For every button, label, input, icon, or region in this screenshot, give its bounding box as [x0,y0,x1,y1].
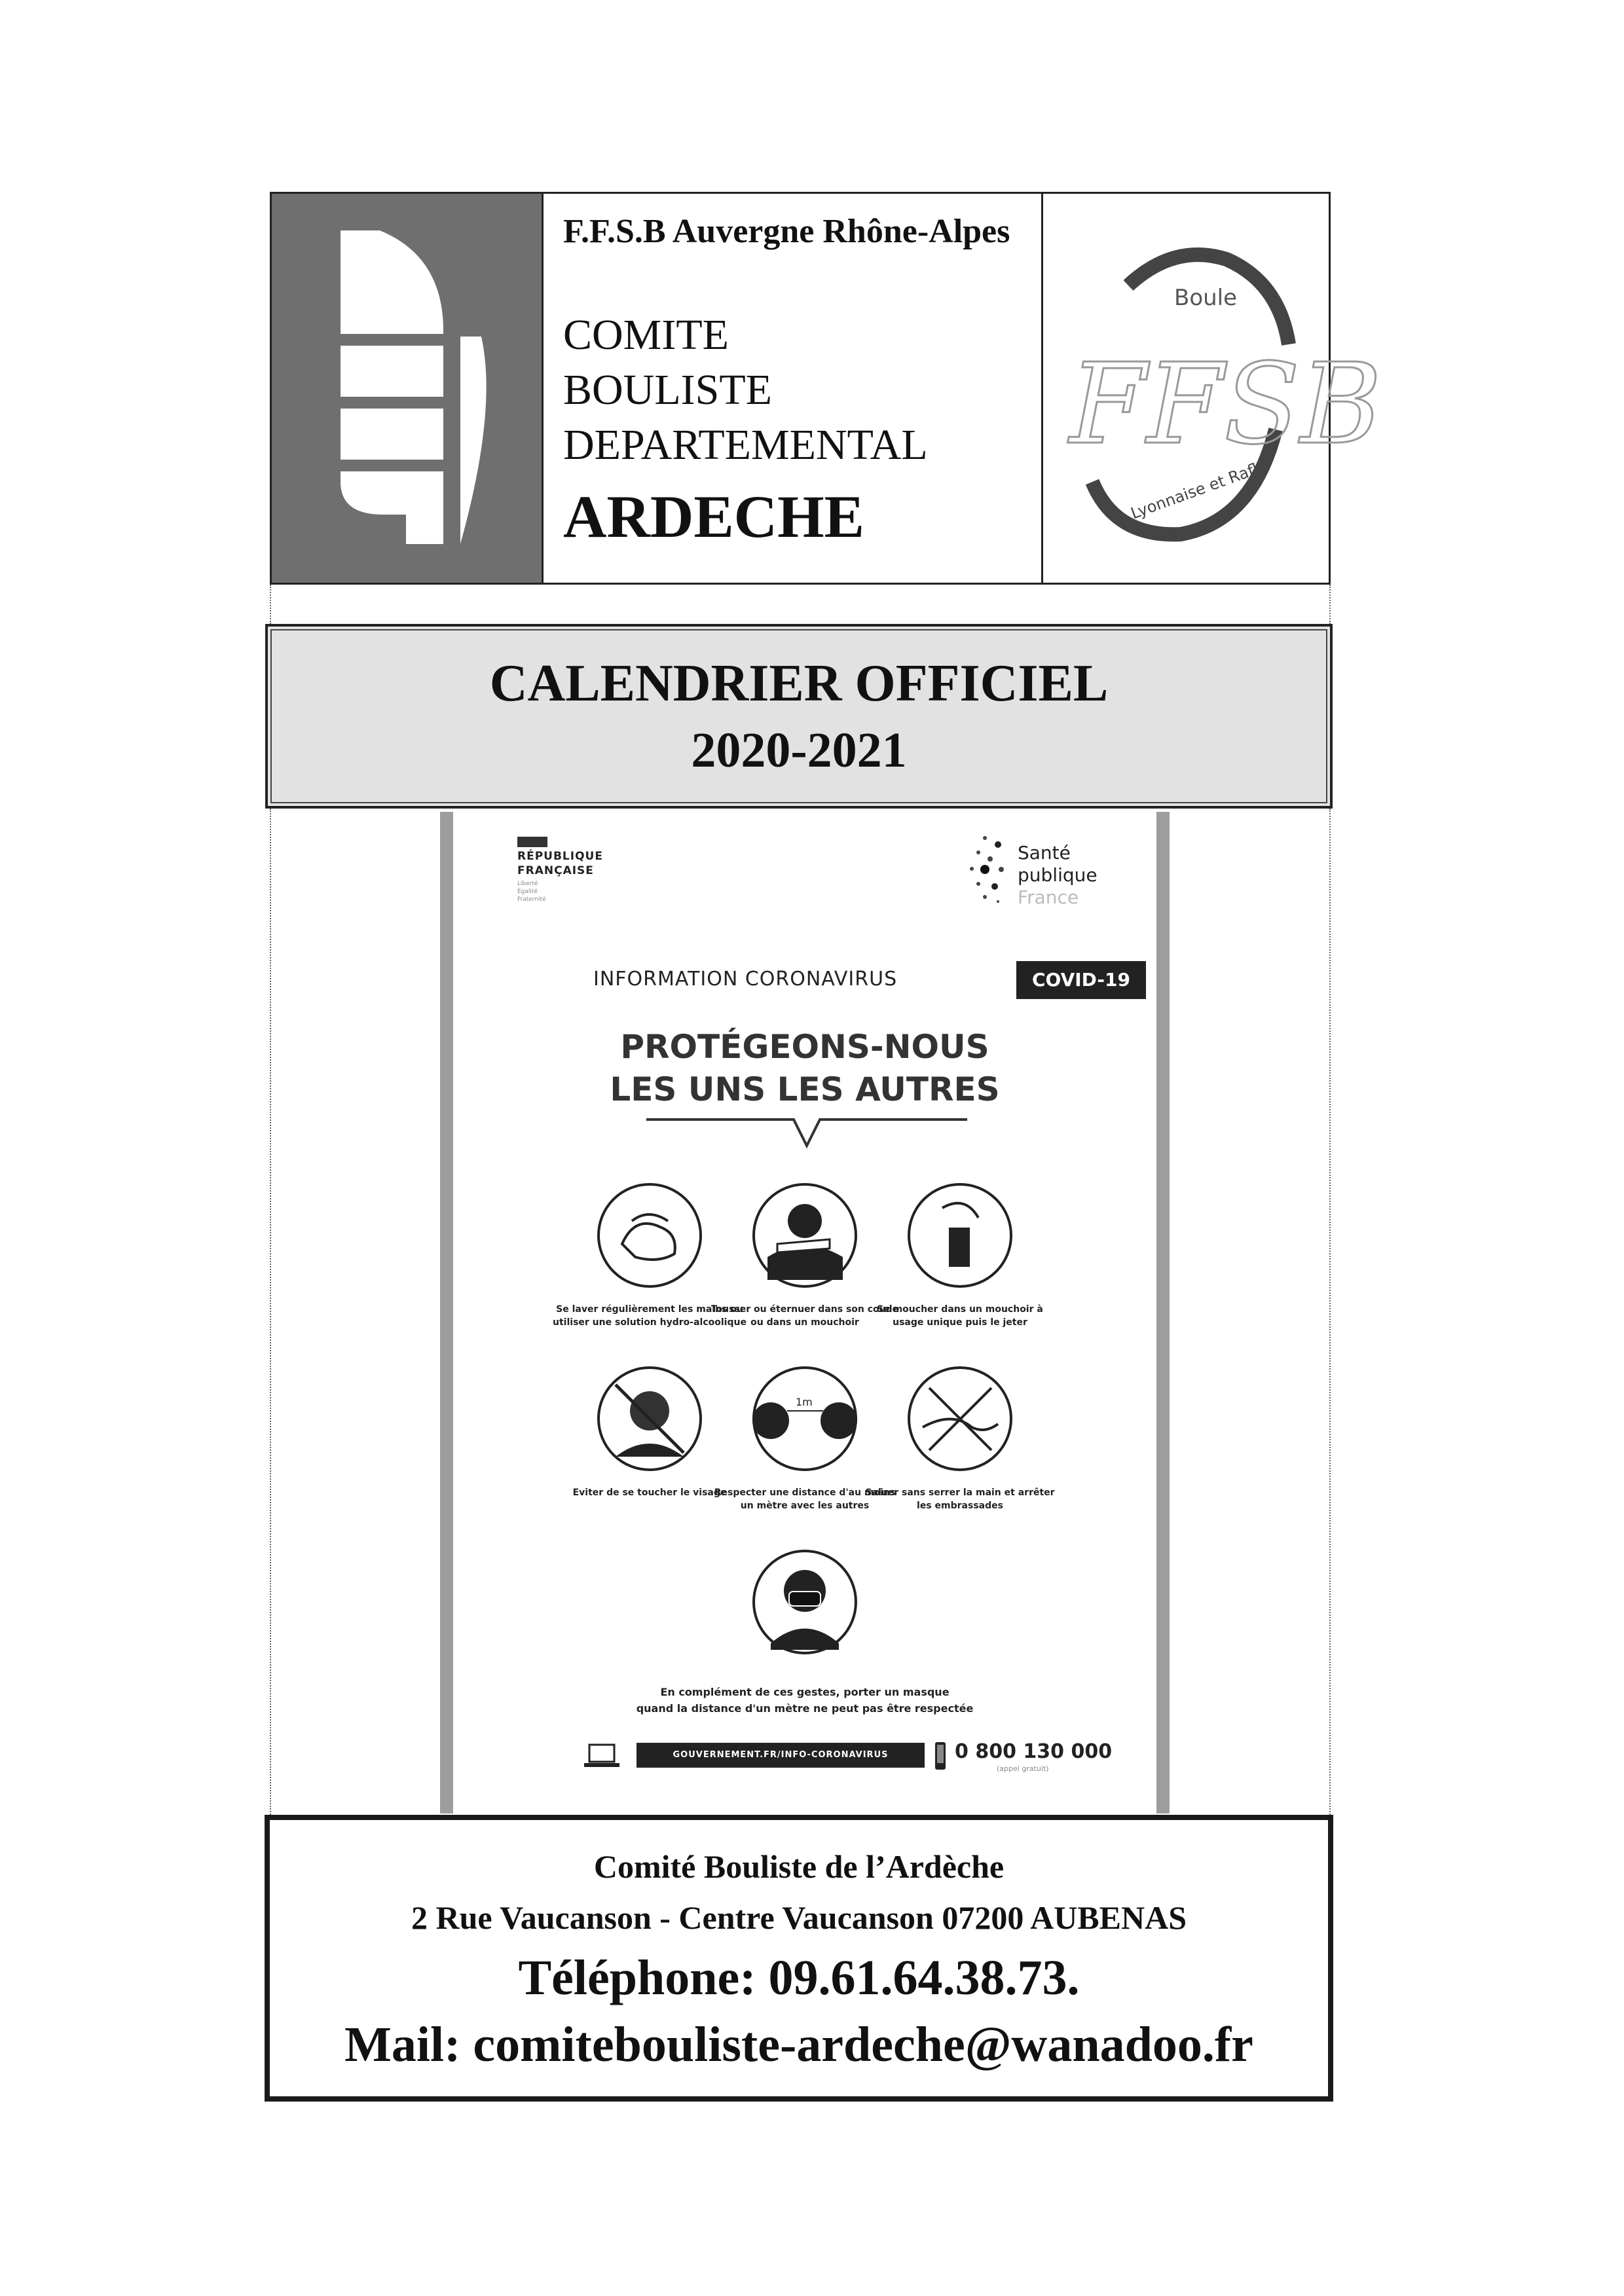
title-inner-frame [270,629,1327,803]
covid-poster [453,812,1156,1813]
cbd-logo-icon [272,194,544,583]
covid-badge: COVID-19 [1016,961,1146,999]
hotline-note: (appel gratuit) [997,1764,1049,1773]
republique-line: RÉPUBLIQUE [517,850,603,863]
contact-box [265,1815,1333,2102]
poster-headline: LES UNS LES AUTRES [610,1070,1000,1108]
elbow-cough-icon [751,1182,858,1289]
left-dotted-line [270,585,271,624]
gesture-caption: Se moucher dans un mouchoir à usage unique puis le jeter [877,1304,1043,1328]
phone-icon [934,1741,946,1770]
committee-email[interactable]: Mail: comitebouliste-ardeche@wanadoo.fr [344,2017,1253,2072]
mask-note: quand la distance d'un mètre ne peut pas être respectée [636,1702,974,1715]
republique-motto: Liberté Égalité Fraternité [517,881,546,903]
svg-text:Lyonnaise et Rafle: Lyonnaise et Rafle [1128,456,1270,523]
header-box [270,192,1382,585]
distance-label: 1m [796,1396,813,1408]
ffsb-logo [1043,194,1382,583]
laptop-icon [584,1743,619,1768]
committee-logo [272,194,544,583]
sante-publique-dots-icon [965,833,1011,905]
committee-contact-name: Comité Bouliste de l’Ardèche [593,1848,1005,1885]
left-dotted-line-lower [270,809,271,1815]
department-name: ARDECHE [563,483,865,550]
calendar-title-box [265,624,1333,809]
poster-headline: PROTÉGEONS-NOUS [620,1028,989,1066]
committee-phone: Téléphone: 09.61.64.38.73. [518,1950,1080,2005]
calendar-title: CALENDRIER OFFICIEL [489,655,1109,712]
comite-line: DEPARTEMENTAL [563,421,928,469]
republique-line: FRANÇAISE [517,864,594,877]
tissue-icon [906,1182,1014,1289]
sante-publique-line: publique [1018,864,1098,886]
sante-publique-line: France [1018,886,1079,908]
comite-line: COMITE [563,311,729,359]
gesture-caption: Se laver régulièrement les mains ou utiliser une solution hydro-alcoolique [553,1304,747,1328]
no-handshake-icon [906,1365,1014,1472]
distance-1m-icon [751,1365,858,1472]
gesture-caption: Respecter une distance d'au moins un mètre avec les autres [714,1487,896,1511]
committee-name-cell [544,194,1043,583]
comite-line: BOULISTE [563,366,772,414]
gesture-caption: Eviter de se toucher le visage [572,1487,727,1498]
gesture-caption: Tousser ou éternuer dans son coude ou dans un mouchoir [710,1304,899,1328]
right-dotted-line [1329,585,1331,624]
svg-text:Boule: Boule [1174,285,1238,311]
gouv-info-link[interactable]: GOUVERNEMENT.FR/INFO-CORONAVIRUS [637,1743,925,1768]
ffsb-boule-logo-icon [1043,194,1382,583]
marianne-logo-icon [517,837,547,847]
right-dotted-line-lower [1329,809,1331,1815]
no-face-touch-icon [596,1365,703,1472]
hotline-number: 0 800 130 000 [955,1740,1113,1763]
mask-icon [751,1548,858,1656]
svg-text:FFSB: FFSB [1069,340,1382,469]
speech-bubble-icon [643,1113,970,1159]
federation-name: F.F.S.B Auvergne Rhône-Alpes [563,213,1010,250]
mask-note: En complément de ces gestes, porter un masque [660,1686,950,1698]
sante-publique-line: Santé [1018,842,1071,864]
info-coronavirus-label: INFORMATION CORONAVIRUS [593,968,898,991]
hand-wash-icon [596,1182,703,1289]
calendar-season: 2020-2021 [691,723,907,778]
committee-address: 2 Rue Vaucanson - Centre Vaucanson 07200 AUBENAS [411,1899,1187,1936]
gesture-caption: Saluer sans serrer la main et arrêter les embrassades [865,1487,1055,1511]
